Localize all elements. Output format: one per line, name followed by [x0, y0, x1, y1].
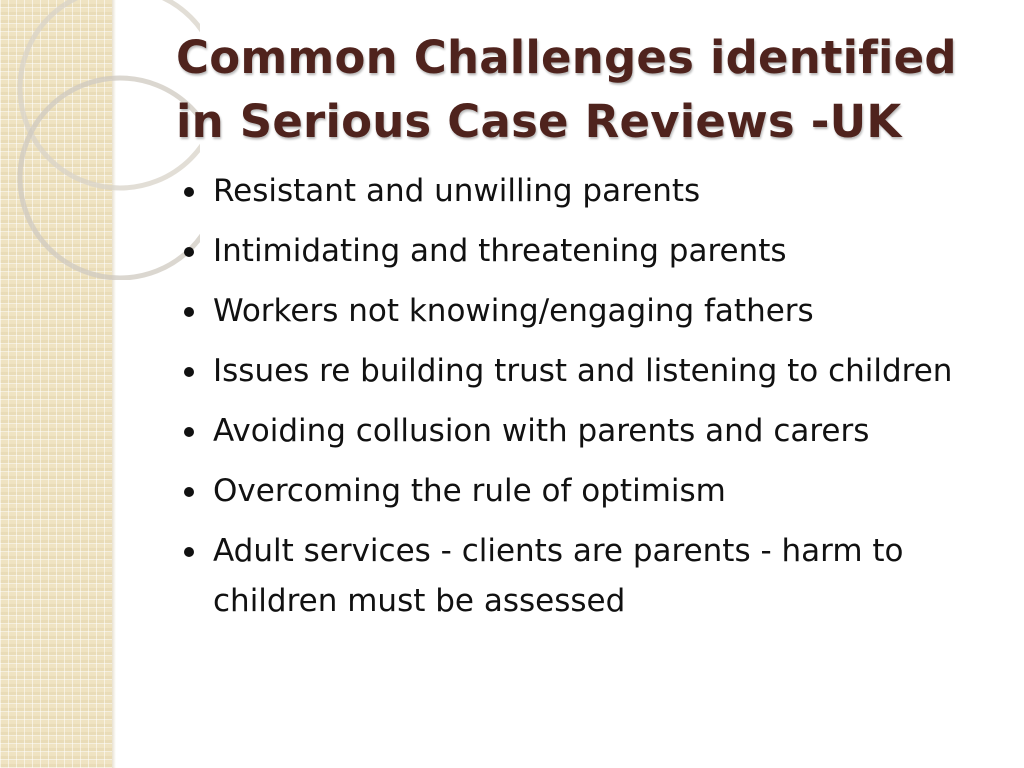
bullet-text: Avoiding collusion with parents and carers	[213, 413, 870, 449]
bullet-dot-icon	[184, 367, 194, 377]
bullet-item	[184, 166, 984, 216]
ring-lower	[20, 78, 200, 278]
bullet-item	[184, 226, 984, 276]
bullet-text: Resistant and unwilling parents	[213, 173, 701, 209]
bullet-text: Overcoming the rule of optimism	[213, 473, 726, 509]
slide-title: Common Challenges identified in Serious Case Reviews -UK	[176, 31, 957, 148]
bullet-text: Workers not knowing/engaging fathers	[213, 293, 814, 329]
bullet-text: Adult services - clients are parents - harm to children must be assessed	[213, 533, 904, 619]
bullet-text: Issues re building trust and listening to children	[213, 353, 953, 389]
decorative-rings	[0, 0, 200, 280]
bullet-item	[184, 286, 984, 336]
bullet-dot-icon	[184, 487, 194, 497]
bullet-item	[184, 406, 984, 456]
bullet-dot-icon	[184, 187, 194, 197]
bullet-dot-icon	[184, 307, 194, 317]
bullet-item	[184, 526, 984, 626]
bullet-text: Intimidating and threatening parents	[213, 233, 787, 269]
bullet-list	[184, 166, 984, 636]
bullet-dot-icon	[184, 547, 194, 557]
bullet-dot-icon	[184, 247, 194, 257]
bullet-dot-icon	[184, 427, 194, 437]
bullet-item	[184, 466, 984, 516]
bullet-item	[184, 346, 984, 396]
